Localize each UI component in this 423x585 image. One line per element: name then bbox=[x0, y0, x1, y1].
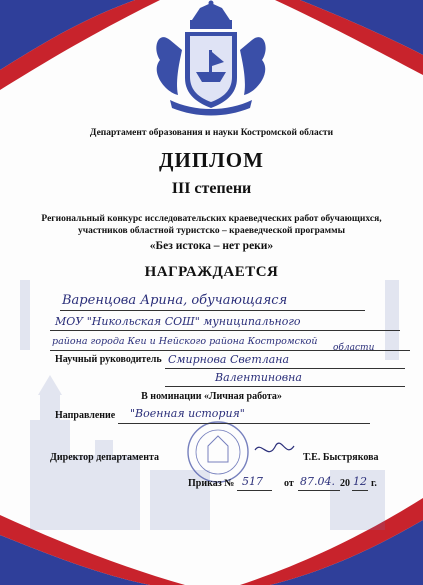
diploma-degree: III степени bbox=[171, 180, 252, 197]
contest-line-1: Региональный конкурс исследовательских краеведческих работ обучающихся, bbox=[41, 214, 382, 224]
awarded-heading: НАГРАЖДАЕТСЯ bbox=[144, 264, 279, 280]
program-name: «Без истока – нет реки» bbox=[149, 240, 274, 252]
order-date: 87.04. bbox=[300, 475, 335, 488]
order-year-unit: г. bbox=[371, 478, 377, 489]
contest-line-2: участников областной туристско – краеведческой программы bbox=[77, 226, 346, 236]
direction-value: "Военная история" bbox=[130, 407, 245, 420]
recipient-line-3: района города Кеи и Нейского района Костромской bbox=[52, 336, 318, 347]
contest-description bbox=[0, 213, 423, 237]
supervisor-name-line-2: Валентиновна bbox=[215, 371, 302, 384]
official-seal-icon bbox=[188, 422, 248, 482]
recipient-underline-1 bbox=[60, 310, 365, 311]
order-label: Приказ № bbox=[188, 478, 235, 489]
director-name: Т.Е. Быстрякова bbox=[303, 452, 379, 463]
signature-mark bbox=[255, 443, 294, 452]
order-date-underline bbox=[298, 490, 340, 491]
order-from-label: от bbox=[284, 478, 294, 489]
recipient-line-2: МОУ "Никольская СОШ" муниципального bbox=[55, 315, 301, 328]
supervisor-name-line-1: Смирнова Светлана bbox=[168, 353, 290, 366]
director-label: Директор департамента bbox=[50, 452, 160, 463]
recipient-line-3-tail: области bbox=[333, 343, 375, 353]
recipient-underline-2 bbox=[50, 330, 400, 331]
supervisor-underline-1 bbox=[165, 368, 405, 369]
order-year-suffix: 12 bbox=[353, 475, 367, 488]
department-name: Департамент образования и науки Костромской области bbox=[89, 128, 334, 138]
direction-label: Направление bbox=[55, 410, 116, 421]
order-year-underline bbox=[352, 490, 368, 491]
order-number: 517 bbox=[242, 475, 263, 488]
order-year-prefix: 20 bbox=[340, 478, 350, 489]
recipient-line-1: Варенцова Арина, обучающаяся bbox=[62, 293, 288, 308]
nomination-text: В номинации «Личная работа» bbox=[141, 391, 282, 402]
direction-underline bbox=[118, 423, 370, 424]
supervisor-underline-2 bbox=[165, 386, 405, 387]
order-number-underline bbox=[237, 490, 272, 491]
diploma-title: ДИПЛОМ bbox=[159, 148, 264, 172]
coat-of-arms-icon bbox=[156, 1, 265, 116]
supervisor-label: Научный руководитель bbox=[55, 354, 162, 365]
